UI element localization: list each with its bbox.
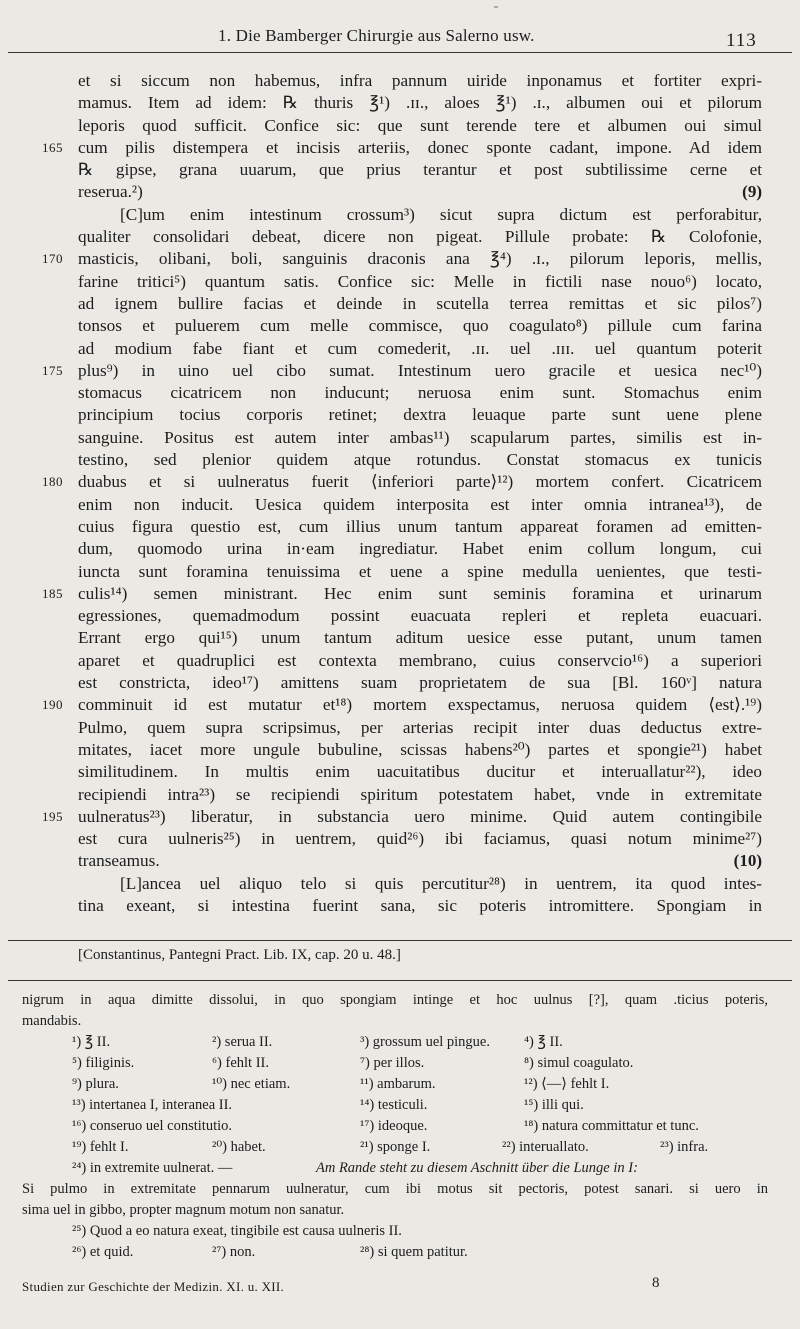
line-text: qualiter consolidari debeat, dicere non pigeat. Pillule probate: ℞ Colofonie, [78, 227, 762, 247]
main-text [0, 70, 800, 917]
footnote-entry: ¹⁹) fehlt I. [72, 1139, 129, 1155]
line-text: [C]um enim intestinum crossum³) sicut supra dictum est perforabitur, [120, 204, 762, 224]
line-number: 185 [42, 585, 63, 601]
footnote-last-row [0, 1242, 800, 1263]
text-line [0, 248, 800, 270]
line-text: similitudinem. In multis enim uacuitatibus ducitur et interuallatur²²), ideo [78, 762, 762, 782]
page-number: 113 [726, 30, 757, 51]
text-line [0, 271, 800, 293]
footnote-entry: ²²) interuallato. [502, 1139, 589, 1155]
text-line [0, 226, 800, 248]
line-text: comminuit id est mutatur et¹⁸) mortem exspectamus, neruosa quidem ⟨est⟩.¹⁹) [78, 695, 762, 715]
footnote-rule [8, 980, 792, 981]
text-line [0, 427, 800, 449]
section-marker: (9) [742, 182, 762, 202]
footnote-24-text: sima uel in gibbo, propter magnum motum non sanatur. [22, 1202, 345, 1218]
text-line [0, 516, 800, 538]
text-line [0, 717, 800, 739]
signature-mark: 8 [652, 1275, 660, 1291]
footnote-row [0, 1074, 800, 1095]
line-text: ad ignem bullire facias et deinde in scutella terrea remittas et sic pilos⁷) [78, 293, 762, 313]
text-rule [8, 940, 792, 941]
footnote-entry: ⁵) filiginis. [72, 1055, 135, 1071]
footnote-entry: ¹⁷) ideoque. [360, 1118, 428, 1134]
line-number: 165 [42, 139, 63, 155]
text-line [0, 315, 800, 337]
source-continuation-text: mandabis. [22, 1013, 82, 1029]
footnote-27: ²⁷) non. [212, 1244, 256, 1260]
line-text: mitates, iacet more ungule bubuline, scissas habens²⁰) partes et spongie²¹) habet [78, 739, 762, 759]
line-text: enim non inducit. Uesica quidem interposita est inter omnia intranea¹³), de [78, 494, 762, 514]
line-text: et si siccum non habemus, infra pannum uiride inponamus et fortiter expri- [78, 71, 762, 90]
footnote-entry: ²¹) sponge I. [360, 1139, 431, 1155]
text-line [0, 650, 800, 672]
line-number: 195 [42, 808, 63, 824]
text-line [0, 204, 800, 226]
footnote-row [0, 1095, 800, 1116]
footnote-entry: ¹) ℥ II. [72, 1034, 111, 1050]
page-speck [494, 6, 498, 8]
footnote-row [0, 1053, 800, 1074]
text-line [0, 137, 800, 159]
text-line [0, 895, 800, 917]
line-text: reserua.²) [78, 182, 143, 202]
line-text: Pulmo, quem supra scripsimus, per arterias recipit inter duas deductus extre- [78, 717, 762, 737]
text-line [0, 360, 800, 382]
footnote-entry: ²⁰) habet. [212, 1139, 266, 1155]
footnote-26: ²⁶) et quid. [72, 1244, 134, 1260]
source-continuation-line [0, 1011, 800, 1032]
footnote-24-text: Si pulmo in extremitate pennarum uulneratur, cum ibi motus sit pectoris, potest sanari. si uero in [22, 1181, 768, 1197]
text-line [0, 739, 800, 761]
footnote-entry: ²³) infra. [660, 1139, 709, 1155]
text-line [0, 561, 800, 583]
line-number: 190 [42, 697, 63, 713]
footnote-entry: ¹³) intertanea I, interanea II. [72, 1097, 233, 1113]
text-line [0, 159, 800, 181]
footnote-row [0, 1032, 800, 1053]
line-number: 170 [42, 251, 63, 267]
line-text: cuius figura questio est, cum illius unum tantum appareat foramen ad emitten- [78, 516, 762, 536]
footnote-entry: ¹²) ⟨—⟩ fehlt I. [524, 1076, 610, 1092]
text-line [0, 338, 800, 360]
footnote-entry: ⁴) ℥ II. [524, 1034, 563, 1050]
text-line [0, 627, 800, 649]
running-title: 1. Die Bamberger Chirurgie aus Salerno usw. [218, 26, 535, 45]
line-number: 175 [42, 362, 63, 378]
line-text: iuncta sunt foramina tenuissima et uene a spine medulla uenientes, que testi- [78, 561, 762, 581]
line-text: sanguine. Positus est autem inter ambas¹¹) scapularum partes, similis est in- [78, 427, 762, 447]
text-line [0, 672, 800, 694]
line-text: duabus et si uulneratus fuerit ⟨inferiori parte⟩¹²) mortem confert. Cicatricem [78, 472, 762, 492]
footnote-24-italic: Am Rande steht zu diesem Aschnitt über die Lunge in I: [316, 1160, 638, 1176]
text-line [0, 70, 800, 92]
text-line [0, 382, 800, 404]
source-note: [Constantinus, Pantegni Pract. Lib. IX, cap. 20 u. 48.] [78, 947, 401, 963]
line-text: tina exeant, si intestina fuerint sana, sic poteris intromittere. Spongiam in [78, 895, 762, 915]
footnote-entry: ⁶) fehlt II. [212, 1055, 269, 1071]
text-line [0, 605, 800, 627]
text-line [0, 873, 800, 895]
line-text: principium tocius corporis retinet; dextra leuaque parte sunt uene plene [78, 405, 762, 425]
line-text: stomacus cicatricem non inducunt; neruosa enim sunt. Stomachus enim [78, 383, 762, 403]
footnote-entry: ¹⁸) natura committatur et tunc. [524, 1118, 699, 1134]
section-marker: (10) [733, 851, 762, 871]
footnote-24-cont [0, 1179, 800, 1200]
text-line [0, 115, 800, 137]
footnote-24-cont [0, 1200, 800, 1221]
line-text: masticis, olibani, boli, sanguinis draconis ana ℥⁴) .ɪ., pilorum leporis, mellis, [78, 249, 762, 269]
footnote-grid [0, 1032, 800, 1158]
footnotes [0, 990, 800, 1263]
text-line [0, 404, 800, 426]
line-text: est constricta, ideo¹⁷) amittens suam proprietatem de sua [Bl. 160ᵛ] natura [78, 673, 762, 693]
line-text: transeamus. [78, 851, 160, 871]
text-line [0, 293, 800, 315]
line-text: plus⁹) in uino uel cibo sumat. Intestinum uero gracile et uesica nec¹⁰) [78, 360, 762, 380]
line-text: recipiendi intra²³) se recipiendi spiritum potestatem habet, vnde in extremitate [78, 784, 762, 804]
running-header [0, 24, 800, 54]
text-line [0, 850, 800, 872]
source-continuation-line [0, 990, 800, 1011]
footnote-row [0, 1137, 800, 1158]
line-text: dum, quomodo urina in·eam ingrediatur. Habet enim collum longum, cui [78, 539, 762, 559]
line-text: aparet et quadruplici est contexta membrano, cuius conservcio¹⁶) a superiori [78, 650, 762, 670]
text-line [0, 784, 800, 806]
line-text: testino, sed plenior quidem atque rotundus. Constat stomacus ex tunicis [78, 450, 762, 470]
line-text: egressiones, quemadmodum possint euacuata repleri et repleta euacuari. [78, 606, 762, 626]
text-line [0, 828, 800, 850]
text-line [0, 181, 800, 203]
footnote-entry: ⁷) per illos. [360, 1055, 425, 1071]
footnote-entry: ²) serua II. [212, 1034, 273, 1050]
footnote-entry: ¹⁴) testiculi. [360, 1097, 428, 1113]
footnote-entry: ¹⁶) conseruo uel constitutio. [72, 1118, 233, 1134]
text-line [0, 538, 800, 560]
line-text: tonsos et puluerem cum melle commisce, quo coagulato⁸) pillule cum farina [78, 316, 762, 336]
text-line [0, 761, 800, 783]
text-line [0, 92, 800, 114]
line-text: uulneratus²³) liberatur, in substancia uero minime. Quid autem contingibile [78, 806, 762, 826]
line-text: culis¹⁴) semen ministrant. Hec enim sunt seminis foramina et urinarum [78, 583, 762, 603]
footnote-entry: ¹⁵) illi qui. [524, 1097, 584, 1113]
text-line [0, 694, 800, 716]
footnote-entry: ⁸) simul coagulato. [524, 1055, 634, 1071]
footnote-row [0, 1116, 800, 1137]
line-text: est cura uulneris²⁵) in uentrem, quid²⁶) ibi faciamus, quasi notum minime²⁷) [78, 829, 762, 849]
series-footer: Studien zur Geschichte der Medizin. XI. u. XII. [22, 1279, 285, 1294]
footnote-entry: ⁹) plura. [72, 1076, 119, 1092]
line-text: leporis quod sufficit. Confice sic: que sunt terende tere et albumen oui simul [78, 115, 762, 135]
line-text: cum pilis distempera et incisis arteriis, donec sponte cadant, impone. Ad idem [78, 137, 762, 157]
text-line [0, 806, 800, 828]
footnote-entry: ³) grossum uel pingue. [360, 1034, 490, 1050]
header-rule [8, 52, 792, 53]
line-text: mamus. Item ad idem: ℞ thuris ℥¹) .ɪɪ., aloes ℥¹) .ɪ., albumen oui et pilorum [78, 93, 762, 113]
source-continuation-text: nigrum in aqua dimitte dissolui, in quo spongiam intinge et hoc uulnus [?], quam .ticius poteris, [22, 992, 768, 1008]
footnote-24 [0, 1158, 800, 1179]
text-line [0, 583, 800, 605]
footnote-24-lead: ²⁴) in extremite uulnerat. — [72, 1160, 233, 1176]
line-text: farine tritici⁵) quantum satis. Confice sic: Melle in fictili nase nouo⁶) locato, [78, 271, 762, 291]
text-line [0, 494, 800, 516]
line-text: ad modium fabe fiant et cum comederit, .ɪɪ. uel .ɪɪɪ. uel quantum poterit [78, 338, 762, 358]
footnote-entry: ¹⁰) nec etiam. [212, 1076, 291, 1092]
line-number: 180 [42, 474, 63, 490]
text-line [0, 449, 800, 471]
footnote-25-text: ²⁵) Quod a eo natura exeat, tingibile est causa uulneris II. [72, 1223, 402, 1239]
footnote-25 [0, 1221, 800, 1242]
footnote-entry: ¹¹) ambarum. [360, 1076, 436, 1092]
line-text: [L]ancea uel aliquo telo si quis percutitur²⁸) in uentrem, ita quod intes- [120, 873, 762, 893]
line-text: Errant ergo qui¹⁵) unum tantum aditum uesice esse putant, unum tamen [78, 628, 762, 648]
line-text: ℞ gipse, grana uuarum, que prius terantur et post subtilissime cerne et [78, 160, 762, 180]
footnote-28: ²⁸) si quem patitur. [360, 1244, 468, 1260]
text-line [0, 471, 800, 493]
